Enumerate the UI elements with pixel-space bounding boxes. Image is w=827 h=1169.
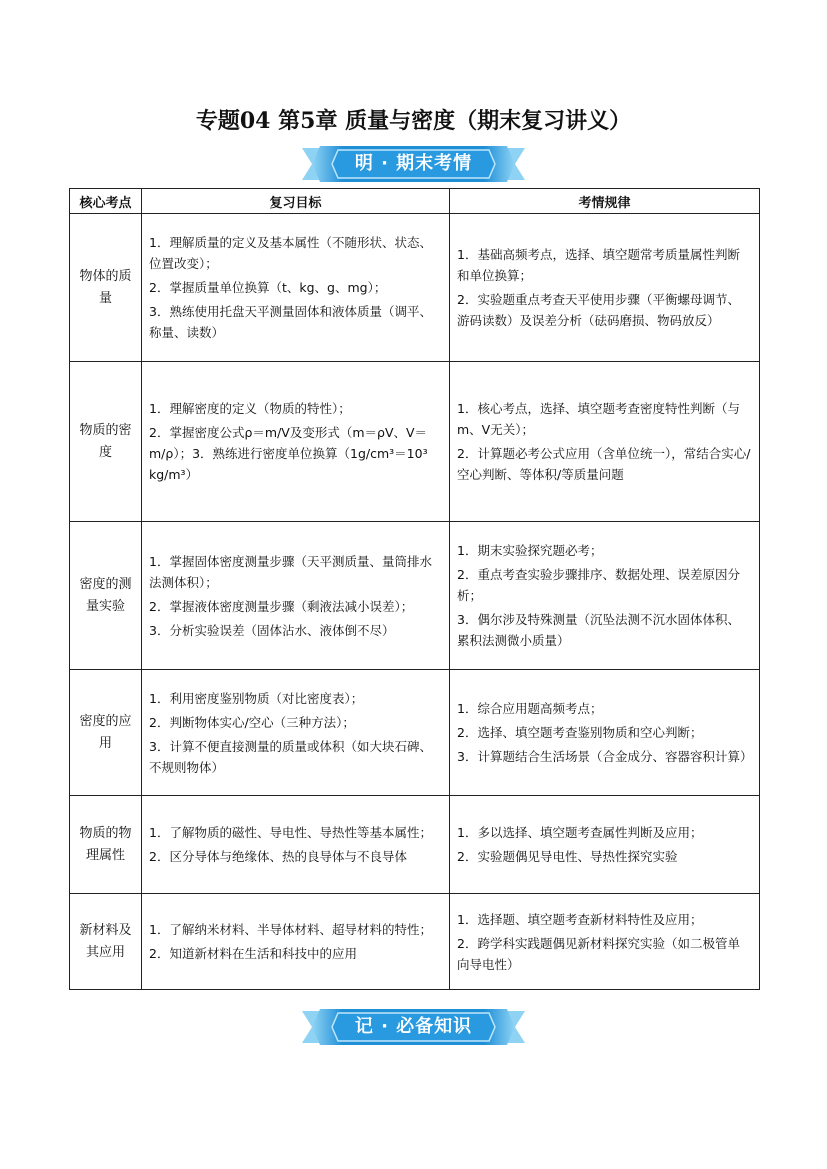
goal-item: 1．利用密度鉴别物质（对比密度表）； [149, 690, 364, 706]
goal-item: 2．掌握密度公式ρ＝m/V及变形式（m＝ρV、V＝m/ρ）；3．熟练进行密度单位换算（1g/cm³＝10³ kg/m³） [149, 425, 428, 482]
topic-cell: 密度的应用 [70, 670, 142, 796]
patterns-cell [450, 894, 760, 990]
goal-item: 1．理解质量的定义及基本属性（不随形状、状态、位置改变）； [149, 235, 432, 271]
section-banner-exam-overview [302, 144, 525, 184]
topic-cell: 物质的密度 [70, 362, 142, 522]
pattern-item: 3．偶尔涉及特殊测量（沉坠法测不沉水固体体积、累积法测微小质量） [457, 612, 740, 648]
table-header-row [70, 189, 760, 214]
pattern-item: 2．实验题重点考查天平使用步骤（平衡螺母调节、游码读数）及误差分析（砝码磨损、物码放反） [457, 292, 740, 328]
pattern-item: 1．基础高频考点，选择、填空题常考质量属性判断和单位换算； [457, 247, 740, 283]
goals-cell [142, 214, 450, 362]
goal-item: 2．判断物体实心/空心（三种方法）； [149, 714, 355, 730]
pattern-item: 1．综合应用题高频考点； [457, 701, 603, 716]
goal-item: 1．了解物质的磁性、导电性、导热性等基本属性； [149, 825, 432, 840]
goal-item: 3．计算不便直接测量的质量或体积（如大块石碑、不规则物体） [149, 738, 432, 775]
table-row [70, 522, 760, 670]
pattern-item: 1．选择题、填空题考查新材料特性及应用； [457, 911, 703, 927]
header-topic: 核心考点 [70, 189, 142, 214]
pattern-item: 2．选择、填空题考查鉴别物质和空心判断； [457, 725, 703, 740]
page-title: 专题04 第5章 质量与密度（期末复习讲义） [195, 108, 632, 134]
topic-cell: 物质的物理属性 [70, 796, 142, 894]
goals-cell [142, 522, 450, 670]
banner-label: 记 · 必备知识 [354, 1016, 473, 1037]
goal-item: 1．掌握固体密度测量步骤（天平测质量、量筒排水法测体积）； [149, 553, 432, 590]
table-row [70, 796, 760, 894]
goal-item: 2．知道新材料在生活和科技中的应用 [149, 946, 357, 961]
pattern-item: 1．期末实验探究题必考； [457, 543, 603, 558]
patterns-cell [450, 670, 760, 796]
pattern-item: 3．计算题结合生活场景（合金成分、容器容积计算） [457, 749, 753, 764]
topic-cell: 物体的质量 [70, 214, 142, 362]
goal-item: 2．掌握液体密度测量步骤（剩液法减小误差）； [149, 598, 414, 614]
goals-cell [142, 362, 450, 522]
patterns-cell [450, 214, 760, 362]
header-goals: 复习目标 [142, 189, 450, 214]
patterns-cell [450, 362, 760, 522]
review-table [69, 188, 760, 990]
goal-item: 2．区分导体与绝缘体、热的良导体与不良导体 [149, 849, 407, 864]
goal-item: 3．熟练使用托盘天平测量固体和液体质量（调平、称量、读数） [149, 304, 432, 340]
patterns-cell [450, 522, 760, 670]
topic-cell: 新材料及其应用 [70, 894, 142, 990]
topic-cell: 密度的测量实验 [70, 522, 142, 670]
goal-item: 1．理解密度的定义（物质的特性）； [149, 401, 351, 416]
pattern-item: 2．计算题必考公式应用（含单位统一），常结合实心/空心判断、等体积/等质量问题 [457, 446, 751, 482]
goal-item: 2．掌握质量单位换算（t、kg、g、mg）； [149, 280, 387, 295]
pattern-item: 2．实验题偶见导电性、导热性探究实验 [457, 849, 678, 864]
table-row [70, 670, 760, 796]
table-row [70, 894, 760, 990]
header-patterns: 考情规律 [450, 189, 760, 214]
goal-item: 3．分析实验误差（固体沾水、液体倒不尽） [149, 622, 395, 638]
table-row [70, 214, 760, 362]
patterns-cell [450, 796, 760, 894]
goals-cell [142, 670, 450, 796]
pattern-item: 2．重点考查实验步骤排序、数据处理、误差原因分析； [457, 567, 740, 603]
pattern-item: 1．核心考点，选择、填空题考查密度特性判断（与m、V无关）； [457, 401, 740, 437]
goal-item: 1．了解纳米材料、半导体材料、超导材料的特性； [149, 922, 432, 937]
pattern-item: 1．多以选择、填空题考查属性判断及应用； [457, 825, 703, 840]
section-banner-key-knowledge [302, 1007, 525, 1047]
goals-cell [142, 796, 450, 894]
goals-cell [142, 894, 450, 990]
banner-label: 明 · 期末考情 [354, 153, 473, 174]
table-row [70, 362, 760, 522]
pattern-item: 2．跨学科实践题偶见新材料探究实验（如二极管单向导电性） [457, 935, 740, 972]
